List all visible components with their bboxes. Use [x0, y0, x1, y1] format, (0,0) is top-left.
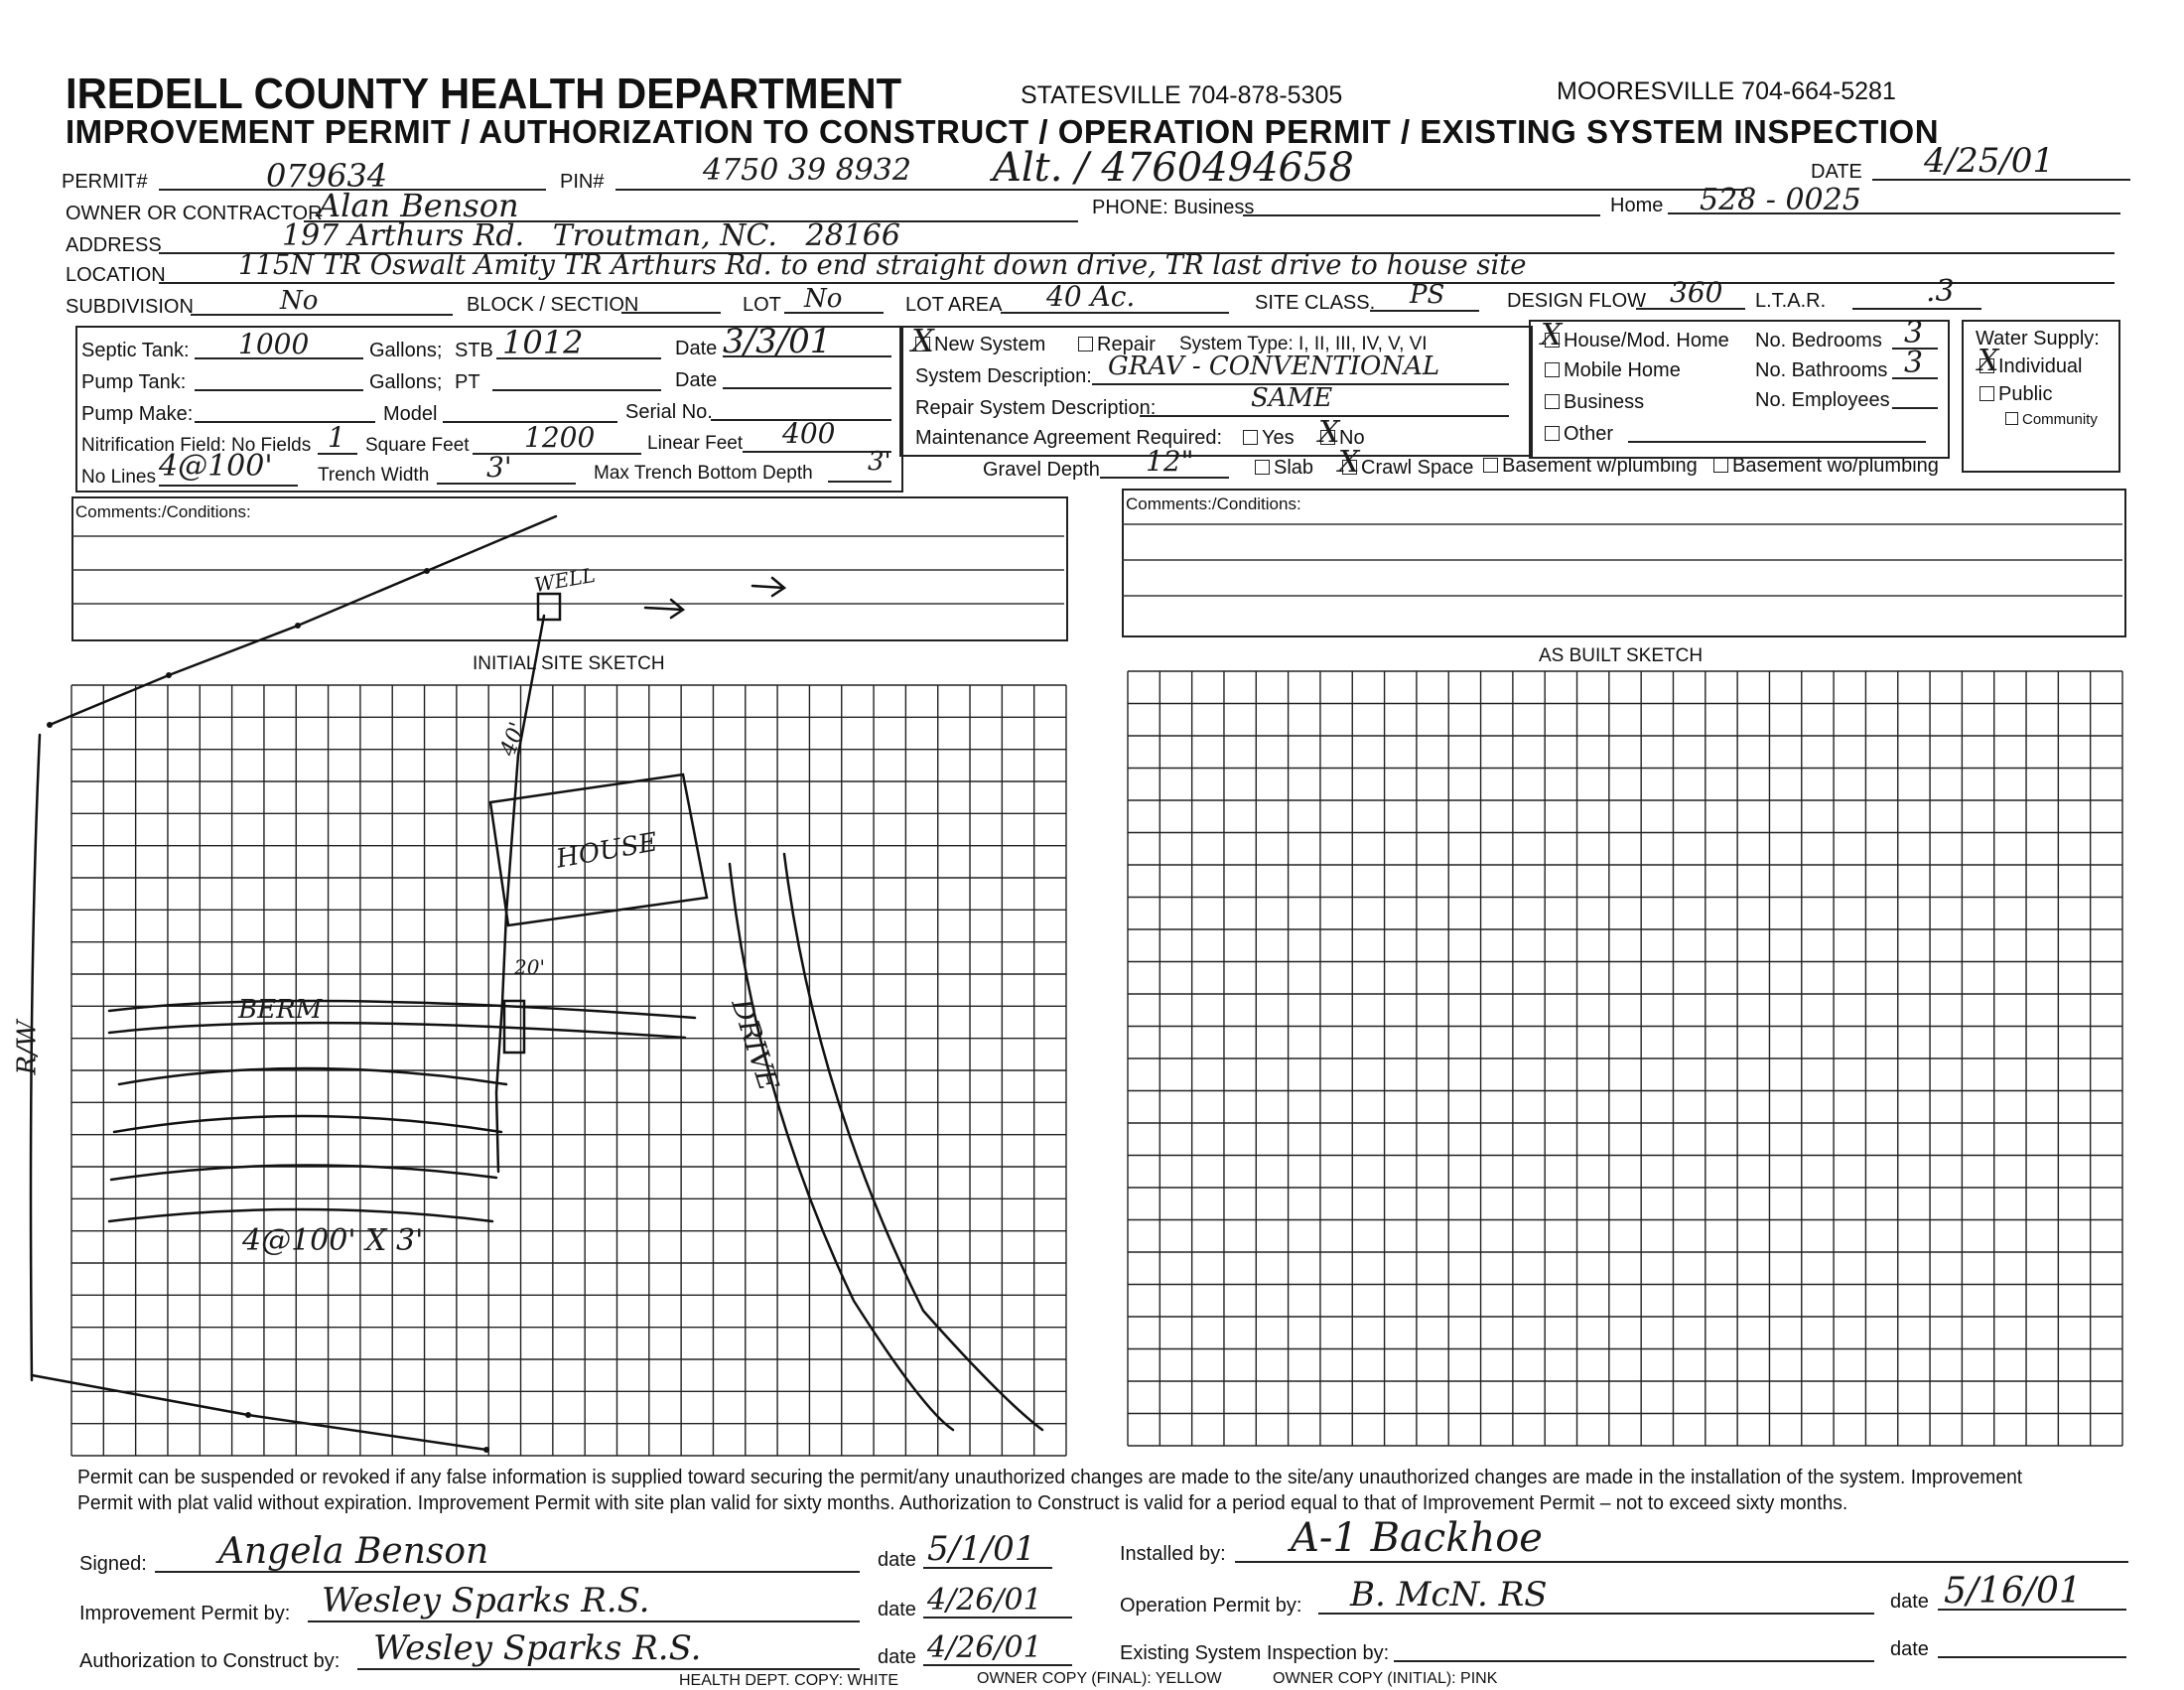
statesville-phone: STATESVILLE 704-878-5305 — [1021, 81, 1343, 109]
bathrooms-label: No. Bathrooms — [1755, 359, 1888, 381]
bedrooms-label: No. Bedrooms — [1755, 330, 1882, 352]
nitrification-label: Nitrification Field: No Fields — [81, 435, 312, 456]
authorization-label: Authorization to Construct by: — [79, 1650, 341, 1672]
location-value: 115N TR Oswalt Amity TR Arthurs Rd. to end straight down drive, TR last drive to house site — [238, 248, 1527, 281]
existing-inspection-label: Existing System Inspection by: — [1120, 1642, 1390, 1664]
pin-alt-value: Alt. / 4760494658 — [993, 145, 1354, 191]
gallons-label: Gallons; — [369, 340, 443, 361]
slab-label: Slab — [1274, 457, 1314, 479]
form-subtitle: IMPROVEMENT PERMIT / AUTHORIZATION TO CONSTRUCT / OPERATION PERMIT / EXISTING SYSTEM INSPECTION — [66, 113, 1940, 150]
operation-permit-value: B. McN. RS — [1350, 1575, 1548, 1615]
location-label: LOCATION — [66, 264, 166, 286]
linear-feet-label: Linear Feet — [647, 433, 744, 454]
home-phone-label: Home — [1610, 195, 1664, 216]
operation-date-label: date — [1890, 1591, 1929, 1613]
max-depth-label: Max Trench Bottom Depth — [594, 463, 813, 484]
home-phone-value: 528 - 0025 — [1700, 183, 1861, 217]
lot-label: LOT — [743, 294, 781, 316]
serial-label: Serial No. — [625, 401, 713, 423]
design-flow-label: DESIGN FLOW — [1507, 290, 1647, 312]
distance-40-label: 40' — [495, 719, 531, 760]
rw-label: R/W — [12, 1020, 43, 1075]
individual-label: Individual — [1998, 355, 2083, 377]
lines-note-label: 4@100' X 3' — [242, 1223, 424, 1258]
no-fields-value: 1 — [328, 421, 345, 454]
public-label: Public — [1998, 383, 2053, 405]
model-label: Model — [383, 403, 438, 425]
berm-line-1 — [109, 1001, 695, 1018]
signed-date-value: 5/1/01 — [927, 1529, 1036, 1569]
as-built-sketch-grid — [1128, 671, 2122, 1446]
trench-width-label: Trench Width — [318, 465, 430, 486]
signed-value: Angela Benson — [218, 1531, 489, 1572]
max-depth-value: 3' — [868, 447, 891, 477]
arrow-2 — [752, 578, 784, 596]
lot-area-label: LOT AREA — [905, 294, 1003, 316]
operation-date-value: 5/16/01 — [1944, 1571, 2082, 1612]
improvement-permit-value: Wesley Sparks R.S. — [322, 1581, 650, 1620]
pt-label: PT — [455, 371, 480, 393]
signed-date-label: date — [878, 1549, 916, 1571]
no-lines-label: No Lines — [81, 467, 156, 488]
stb-label: STB — [455, 340, 493, 361]
stb-value: 1012 — [502, 324, 584, 361]
address-label: ADDRESS — [66, 234, 162, 256]
employees-label: No. Employees — [1755, 389, 1890, 411]
installed-label: Installed by: — [1120, 1543, 1226, 1565]
crawl-space-check-mark: X — [1338, 445, 1360, 480]
pump-tank-label: Pump Tank: — [81, 371, 187, 393]
date-value: 4/25/01 — [1924, 141, 2055, 181]
system-type-label: System Type: I, II, III, IV, V, VI — [1179, 334, 1428, 354]
left-comments-label: Comments:/Conditions: — [75, 502, 251, 521]
date-label: DATE — [1811, 161, 1862, 183]
block-section-label: BLOCK / SECTION — [467, 294, 639, 316]
distance-20-label: 20' — [514, 955, 545, 979]
mooresville-phone: MOORESVILLE 704-664-5281 — [1557, 77, 1896, 105]
address-value: 197 Arthurs Rd. Troutman, NC. 28166 — [282, 218, 900, 253]
basement-w-label: Basement w/plumbing — [1502, 455, 1698, 477]
permit-label: PERMIT# — [62, 171, 148, 193]
owner-value: Alan Benson — [318, 187, 519, 224]
septic-date-label: Date — [675, 338, 718, 359]
maintenance-no-label: No — [1339, 427, 1365, 449]
gravel-depth-value: 12" — [1146, 445, 1194, 478]
copy-yellow: OWNER COPY (FINAL): YELLOW — [977, 1670, 1222, 1687]
as-built-sketch-title: AS BUILT SKETCH — [1539, 645, 1704, 666]
rw-line-bottom — [32, 1375, 486, 1450]
subdivision-value: No — [280, 286, 319, 316]
system-description-label: System Description: — [915, 365, 1092, 387]
improvement-permit-label: Improvement Permit by: — [79, 1603, 291, 1624]
authorization-date-label: date — [878, 1646, 916, 1668]
pump-gallons-label: Gallons; — [369, 371, 443, 393]
house-label: House/Mod. Home — [1564, 330, 1729, 352]
site-sketch-drawing — [31, 516, 1042, 1450]
no-lines-value: 4@100' — [159, 449, 273, 484]
road-line-top — [50, 516, 556, 725]
site-class-label: SITE CLASS. — [1255, 292, 1376, 314]
repair-description-label: Repair System Description: — [915, 397, 1157, 419]
trench-width-value: 3' — [486, 451, 512, 484]
drive-line-2 — [784, 854, 1042, 1430]
arrow-1 — [645, 600, 683, 618]
crawl-space-label: Crawl Space — [1361, 457, 1474, 479]
signed-label: Signed: — [79, 1553, 147, 1575]
trench-4 — [109, 1209, 492, 1221]
right-comments-label: Comments:/Conditions: — [1126, 494, 1301, 513]
bathrooms-value: 3 — [1904, 346, 1924, 380]
septic-date-value: 3/3/01 — [723, 322, 832, 361]
operation-permit-label: Operation Permit by: — [1120, 1595, 1302, 1617]
permit-value: 079634 — [266, 157, 388, 195]
drive-label: DRIVE — [725, 994, 786, 1095]
lot-area-value: 40 Ac. — [1046, 280, 1136, 313]
square-feet-label: Square Feet — [365, 435, 470, 456]
water-supply-title: Water Supply: — [1976, 328, 2100, 350]
individual-check-mark: X — [1978, 344, 1999, 378]
berm-line-2 — [109, 1023, 685, 1038]
linear-feet-value: 400 — [782, 417, 836, 450]
new-system-check-mark: X — [911, 322, 934, 359]
business-label: Business — [1564, 391, 1645, 413]
house-check-mark: X — [1541, 318, 1563, 352]
owner-label: OWNER OR CONTRACTOR — [66, 203, 323, 224]
berm-label: BERM — [238, 995, 323, 1025]
well-label: WELL — [532, 562, 598, 598]
house-label-sketch: HOUSE — [554, 827, 660, 875]
pin-value: 4750 39 8932 — [703, 153, 911, 188]
copy-white: HEALTH DEPT. COPY: WHITE — [679, 1672, 899, 1689]
maintenance-yes-label: Yes — [1262, 427, 1295, 449]
septic-tank-label: Septic Tank: — [81, 340, 190, 361]
well-mark — [538, 594, 560, 620]
pin-label: PIN# — [560, 171, 605, 193]
pump-date-label: Date — [675, 369, 718, 391]
ltar-label: L.T.A.R. — [1755, 290, 1827, 312]
gravel-depth-label: Gravel Depth — [983, 459, 1100, 481]
system-description-value: GRAV - CONVENTIONAL — [1108, 352, 1440, 381]
improvement-date-value: 4/26/01 — [927, 1583, 1042, 1618]
repair-label: Repair — [1097, 334, 1156, 355]
authorization-date-value: 4/26/01 — [927, 1630, 1042, 1665]
maintenance-label: Maintenance Agreement Required: — [915, 427, 1223, 449]
site-class-value: PS — [1410, 280, 1445, 310]
ltar-value: .3 — [1926, 274, 1955, 309]
square-feet-value: 1200 — [524, 421, 596, 454]
agency-title: IREDELL COUNTY HEALTH DEPARTMENT — [66, 70, 902, 118]
existing-date-label: date — [1890, 1638, 1929, 1660]
improvement-date-label: date — [878, 1599, 916, 1620]
copy-pink: OWNER COPY (INITIAL): PINK — [1273, 1670, 1498, 1687]
pump-make-label: Pump Make: — [81, 403, 194, 425]
trench-2 — [114, 1116, 501, 1132]
phone-business-label: PHONE: Business — [1092, 197, 1255, 218]
septic-tank-value: 1000 — [238, 328, 310, 360]
subdivision-label: SUBDIVISION — [66, 296, 194, 318]
new-system-label: New System — [934, 334, 1046, 355]
initial-sketch-title: INITIAL SITE SKETCH — [473, 653, 665, 674]
authorization-value: Wesley Sparks R.S. — [373, 1628, 702, 1668]
mobile-home-label: Mobile Home — [1564, 359, 1681, 381]
maintenance-no-check-mark: X — [1318, 415, 1340, 450]
other-label: Other — [1564, 423, 1614, 445]
community-label: Community — [2022, 411, 2098, 428]
basement-wo-label: Basement wo/plumbing — [1732, 455, 1939, 477]
notice-line-1: Permit can be suspended or revoked if any false information is supplied toward securing the permit/any unauthorized changes are made to the site/any unauthorized changes are made in the installation of the system. Improvement — [77, 1466, 2023, 1488]
notice-line-2: Permit with plat valid without expiration. Improvement Permit with site plan valid for sixty months. Authorization to Construct is valid for a period equal to that of Improvement Permit – not to exceed sixty months. — [77, 1491, 1848, 1514]
repair-description-value: SAME — [1251, 383, 1333, 413]
lot-value: No — [804, 284, 843, 314]
bedrooms-value: 3 — [1904, 316, 1924, 351]
installed-value: A-1 Backhoe — [1291, 1515, 1543, 1561]
design-flow-value: 360 — [1670, 276, 1723, 309]
